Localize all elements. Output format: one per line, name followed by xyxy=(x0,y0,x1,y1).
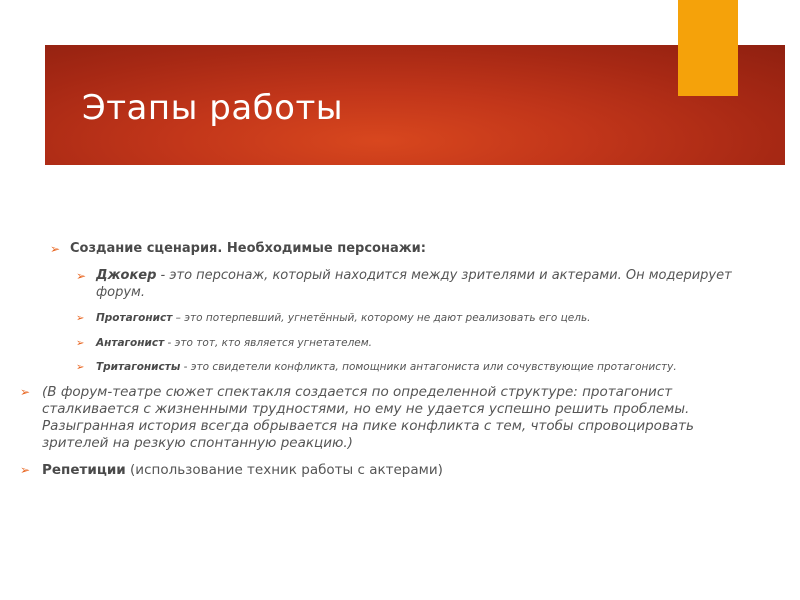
list-item-script xyxy=(70,240,426,258)
tritagonists-text: - это свидетели конфликта, помощники антагониста или сочувствующие протагонисту. xyxy=(180,361,677,373)
forum-theatre-note: (В форум-театре сюжет спектакля создается по определенной структуре: протагонист сталкивается с жизненными трудностями, но ему не удается успешно решить проблемы. Разыгранная история всегда обрывается на пике конфликта с тем, чтобы спровоцировать зрителей на резкую спонтанную реакцию.) xyxy=(42,384,694,451)
tritagonists-term: Тритагонисты xyxy=(96,361,181,373)
list-item-rehearsals xyxy=(42,462,762,479)
arrow-bullet-icon: ➢ xyxy=(76,362,85,373)
arrow-bullet-icon: ➢ xyxy=(76,338,85,349)
script-label: Создание сценария. Необходимые персонажи: xyxy=(70,241,426,256)
antagonist-text: - это тот, кто является угнетателем. xyxy=(164,337,372,349)
rehearsal-term: Репетиции xyxy=(42,462,126,478)
list-item-protagonist xyxy=(96,311,776,325)
joker-text: - это персонаж, который находится между зрителями и актерами. Он модерирует форум. xyxy=(96,268,732,300)
list-item-antagonist xyxy=(96,336,776,350)
protagonist-text: – это потерпевший, угнетённый, которому не дают реализовать его цель. xyxy=(172,312,591,324)
list-item-joker xyxy=(96,267,776,301)
joker-term: Джокер xyxy=(96,268,157,283)
arrow-bullet-icon: ➢ xyxy=(76,269,87,283)
arrow-bullet-icon: ➢ xyxy=(20,385,31,399)
arrow-bullet-icon: ➢ xyxy=(50,242,61,256)
accent-tab xyxy=(678,0,738,96)
rehearsal-text: (использование техник работы с актерами) xyxy=(125,462,443,478)
arrow-bullet-icon: ➢ xyxy=(20,463,31,477)
list-item-tritagonists xyxy=(96,360,776,374)
slide-title: Этапы работы xyxy=(82,88,344,128)
protagonist-term: Протагонист xyxy=(96,312,173,324)
antagonist-term: Антагонист xyxy=(96,337,165,349)
arrow-bullet-icon: ➢ xyxy=(76,313,85,324)
